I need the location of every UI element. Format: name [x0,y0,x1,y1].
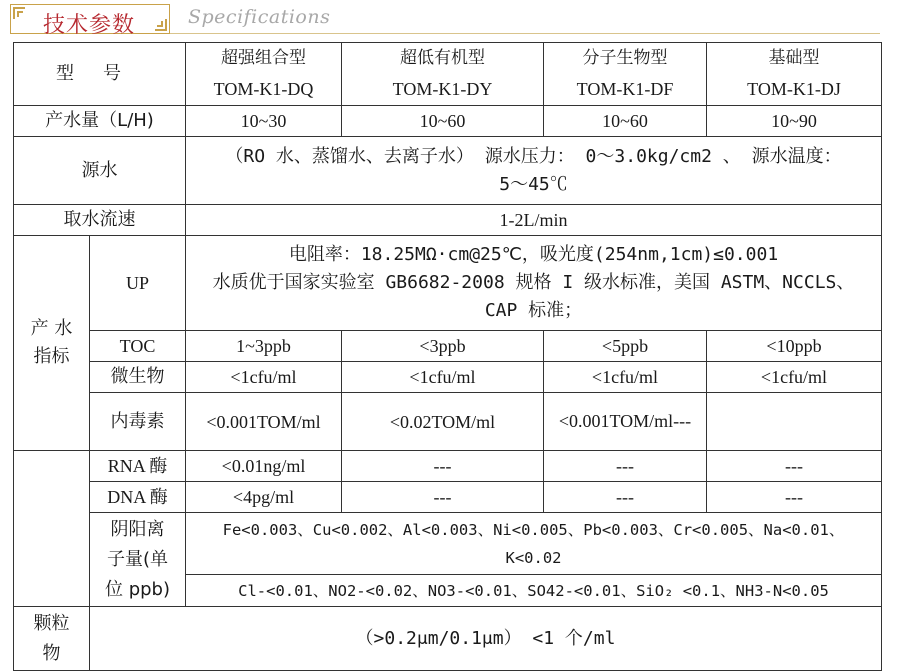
micro-value: <1cfu/ml [707,362,882,393]
endo-value: <0.001TOM/ml--- [544,393,707,451]
model-cell: 超强组合型 TOM-K1-DQ [186,43,342,106]
rna-value: --- [544,451,707,482]
dna-label: DNA 酶 [90,482,186,513]
toc-value: <10ppb [707,331,882,362]
endo-value [707,393,882,451]
table-row [14,331,882,362]
up-value: 电阻率：18.25MΩ·cm@25℃，吸光度(254nm,1cm)≤0.001 水质优于国家实验室 GB6682-2008 规格 I 级水标准，美国 ASTM、NCCLS、 CAP 标准； [186,236,882,331]
anion-value: Cl-<0.01、NO2-<0.02、NO3-<0.01、SO42-<0.01、SiO₂ <0.1、NH3-N<0.05 [186,575,882,607]
section-subtitle: Specifications [188,6,331,28]
table-row [14,137,882,205]
header-divider [170,33,880,34]
table-row [14,393,882,451]
table-row [14,43,882,106]
dna-value: --- [707,482,882,513]
dna-value: --- [544,482,707,513]
output-value: 10~60 [544,106,707,137]
up-label: UP [90,236,186,331]
table-row [14,362,882,393]
model-cell: 基础型 TOM-K1-DJ [707,43,882,106]
toc-value: 1~3ppb [186,331,342,362]
table-row [14,607,882,671]
model-cell: 超低有机型 TOM-K1-DY [342,43,544,106]
output-label: 产水量（L/H) [14,106,186,137]
rna-label: RNA 酶 [90,451,186,482]
corner-ornament-icon [17,11,23,17]
output-value: 10~30 [186,106,342,137]
source-label: 源水 [14,137,186,205]
output-value: 10~90 [707,106,882,137]
ion-label: 阴阳离 子量(单 位 ppb) [90,513,186,607]
endo-label: 内毒素 [90,393,186,451]
corner-ornament-icon [157,21,163,27]
particle-value: （>0.2μm/0.1μm） <1 个/ml [90,607,882,671]
flow-value: 1-2L/min [186,205,882,236]
dna-value: --- [342,482,544,513]
micro-label: 微生物 [90,362,186,393]
micro-value: <1cfu/ml [186,362,342,393]
rna-value: <0.01ng/ml [186,451,342,482]
title-frame [10,4,170,38]
particle-label: 颗粒 物 [14,607,90,671]
rna-value: --- [342,451,544,482]
table-row [14,205,882,236]
toc-value: <5ppb [544,331,707,362]
toc-value: <3ppb [342,331,544,362]
flow-label: 取水流速 [14,205,186,236]
blank-group-cell [14,451,90,607]
table-row [14,451,882,482]
section-title: 技术参数 [43,13,136,38]
toc-label: TOC [90,331,186,362]
micro-value: <1cfu/ml [544,362,707,393]
spec-table [13,42,882,671]
product-group-label: 产 水 指标 [14,236,90,451]
section-header [0,0,900,40]
model-cell: 分子生物型 TOM-K1-DF [544,43,707,106]
source-value: （RO 水、蒸馏水、去离子水） 源水压力： 0～3.0kg/cm2 、 源水温度： 5～45℃ [186,137,882,205]
cation-value: Fe<0.003、Cu<0.002、Al<0.003、Ni<0.005、Pb<0.003、Cr<0.005、Na<0.01、 K<0.02 [186,513,882,575]
table-row [14,236,882,331]
dna-value: <4pg/ml [186,482,342,513]
endo-value: <0.001TOM/ml [186,393,342,451]
table-row [14,106,882,137]
table-row [14,513,882,575]
endo-value: <0.02TOM/ml [342,393,544,451]
output-value: 10~60 [342,106,544,137]
model-label-cell: 型 号 [14,43,186,106]
micro-value: <1cfu/ml [342,362,544,393]
rna-value: --- [707,451,882,482]
table-row [14,482,882,513]
